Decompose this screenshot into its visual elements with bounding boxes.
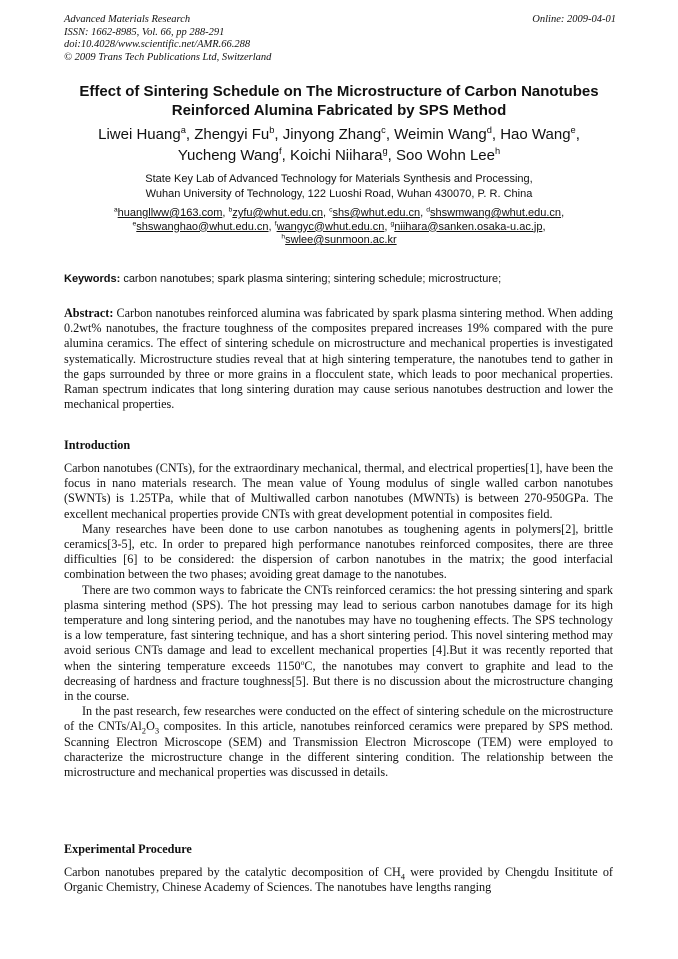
author-name: Yucheng Wang xyxy=(177,147,280,164)
email-mark: b xyxy=(228,206,233,214)
paragraph-text: were provided by Chengdu Insititute of Organic Chemistry, Chinese Academy of Sciences. The nanotubes have lengths ranging xyxy=(64,865,613,895)
online-date: Online: 2009-04-01 xyxy=(532,14,616,25)
email-link[interactable]: swlee@sunmoon.ac.kr xyxy=(285,234,397,246)
keywords xyxy=(64,272,616,286)
author-mark: f xyxy=(279,146,282,156)
paragraph xyxy=(64,865,613,895)
email-link[interactable]: huangllww@163.com xyxy=(117,207,223,219)
experimental-body xyxy=(64,865,613,895)
subscript: 3 xyxy=(154,725,160,736)
author-mark: g xyxy=(382,146,388,156)
author-list: Liwei Huang$^a$, Zhengyi Fu$^b$, Jinyong Zhang$^c$, Weimin Wang$^d$, Hao Wang$^e$, Yucheng Wang$^f$, Koichi Niihara$^g$, Soo Wohn Lee$^h$ xyxy=(98,125,580,164)
paragraph-text: composites. In this article, nanotubes reinforced ceramics were prepared by SPS method. Scanning Electron Microscope (SEM) and Transmission Electron Microscope (TEM) were employed to characterize the microstructure change in the different sintering condition. The relationship between the microstructure and mechanical properties was discussed in details. xyxy=(64,719,613,780)
email-mark: e xyxy=(132,219,137,227)
affiliation xyxy=(40,172,638,201)
paragraph xyxy=(64,704,613,780)
author-mark: c xyxy=(381,125,386,135)
subscript: 2 xyxy=(141,725,147,736)
paragraph-text: Carbon nanotubes prepared by the catalytic decomposition of CH xyxy=(64,865,401,879)
email-link[interactable]: niihara@sanken.osaka-u.ac.jp xyxy=(394,220,543,233)
author-name: Weimin Wang xyxy=(394,126,487,143)
paragraph-text: O xyxy=(146,719,155,734)
keywords-text: carbon nanotubes; spark plasma sintering; sintering schedule; microstructure; xyxy=(123,273,502,285)
email-mark: f xyxy=(274,219,277,227)
paragraph-text: There are two common ways to fabricate the CNTs reinforced ceramics: the hot pressing sintering and spark plasma sintering method (SPS). The hot pressing may lead to serious carbon nanotubes damage for its high temperature and long sintering period, and the nanotubes may have no toughening effects. The SPS technology is a low temperature, fast sintering technique, and has a short sintering period. This novel sintering method may avoid serious CNTs damage and lead to excellent mechanical properties [4].But it was recently reported that when the sintering temperature exceeds 1150 xyxy=(64,582,613,673)
paragraph: Many researches have been done to use carbon nanotubes as toughening agents in polymers[2], brittle ceramics[3-5], etc. In order to prepared high performance nanotubes reinforced composites, there are three difficulties [6] to be considered: the dispersion of carbon nanotubes in the matrix; the good interfacial combination between the two phases; avoiding great damage to the nanotubes. xyxy=(64,521,613,582)
email-link[interactable]: shswmwang@whut.edu.cn xyxy=(430,207,562,219)
introduction-body xyxy=(64,461,613,780)
journal-doi: doi:10.4028/www.scientific.net/AMR.66.288 xyxy=(64,39,251,51)
journal-name: Advanced Materials Research xyxy=(64,14,191,25)
paragraph-text: C, the nanotubes may convert to graphite and lead to the decreasing of hardness and fracture toughness[5]. But there is no discussion about the microstructure changing in the course. xyxy=(64,658,613,704)
journal-copyright: © 2009 Trans Tech Publications Ltd, Switzerland xyxy=(64,51,272,63)
email-mark: d xyxy=(426,206,431,214)
email-link[interactable]: shs@whut.edu.cn xyxy=(332,207,421,219)
author-mark: a xyxy=(180,125,186,135)
degree-mark: o xyxy=(300,657,305,667)
journal-header xyxy=(64,14,616,64)
author-mark: e xyxy=(570,125,576,135)
email-link[interactable]: wangyc@whut.edu.cn xyxy=(276,220,385,233)
author-mark: h xyxy=(494,146,501,156)
abstract xyxy=(64,306,613,412)
email-mark: c xyxy=(329,206,333,214)
paper-title: Effect of Sintering Schedule on The Microstructure of Carbon Nanotubes Reinforced Alumina Fabricated by SPS Method xyxy=(79,83,599,119)
affiliation-line: State Key Lab of Advanced Technology for Materials Synthesis and Processing, xyxy=(145,173,533,185)
abstract-text: Carbon nanotubes reinforced alumina was fabricated by spark plasma sintering method. When adding 0.2wt% nanotubes, the fracture toughness of the composites prepared increases 19% compared with the pure alumina ceramics. The effect of sintering schedule on microstructure and mechanical properties is investigated systematically. Microstructure studies reveal that at high sintering temperature, the nanotubes tend to gather in the gaps surrounded by three or more grains in a flocculent state, which leads to poor mechanical properties. Raman spectrum indicates that long sintering duration may cause serious nanotubes destruction and lower the mechanical properties. xyxy=(64,306,614,412)
subscript: 4 xyxy=(400,871,406,882)
email-link[interactable]: zyfu@whut.edu.cn xyxy=(232,207,323,219)
author-mark: d xyxy=(486,125,492,135)
author-name: Koichi Niihara xyxy=(289,147,383,164)
abstract-label: Abstract: xyxy=(64,306,114,320)
email-mark: g xyxy=(390,219,395,227)
section-heading-introduction: Introduction xyxy=(64,438,131,452)
author-name: Zhengyi Fu xyxy=(194,126,270,143)
journal-issn: ISSN: 1662-8985, Vol. 66, pp 288-291 xyxy=(64,26,225,38)
author-name: Hao Wang xyxy=(500,126,571,143)
author-name: Soo Wohn Lee xyxy=(396,147,495,164)
keywords-label: Keywords: xyxy=(64,273,121,285)
email-list: $^a$huangllww@163.com, $^b$zyfu@whut.edu.cn, $^c$shs@whut.edu.cn, $^d$shswmwang@whut.edu.cn, $^e$shswanghao@whut.edu.cn, $^f$wangyc@whut.edu.cn, $^g$niihara@sanken.osaka-u.ac.jp, $^h$swlee@sunmoon.ac.kr xyxy=(113,206,565,246)
email-mark: h xyxy=(281,233,286,241)
author-name: Liwei Huang xyxy=(98,126,181,143)
affiliation-line: Wuhan University of Technology, 122 Luoshi Road, Wuhan 430070, P. R. China xyxy=(145,187,533,200)
author-name: Jinyong Zhang xyxy=(282,126,382,143)
section-heading-experimental: Experimental Procedure xyxy=(64,842,192,856)
email-mark: a xyxy=(113,206,118,214)
paragraph xyxy=(64,583,613,705)
email-link[interactable]: shswanghao@whut.edu.cn xyxy=(136,220,269,233)
author-mark: b xyxy=(269,125,275,135)
paragraph-text: In the past research, few researches were conducted on the effect of sintering schedule on the microstructure of the CNTs/Al xyxy=(64,704,613,734)
paragraph: Carbon nanotubes (CNTs), for the extraordinary mechanical, thermal, and electrical properties[1], have been the focus in nano materials research. The mean value of Young modulus of single walled carbon nanotubes (SWNTs) is 1.25TPa, while that of Multiwalled carbon nanotubes (MWNTs) is between 270-950GPa. The excellent mechanical properties provide CNTs with great development potential in composites field. xyxy=(64,461,613,521)
